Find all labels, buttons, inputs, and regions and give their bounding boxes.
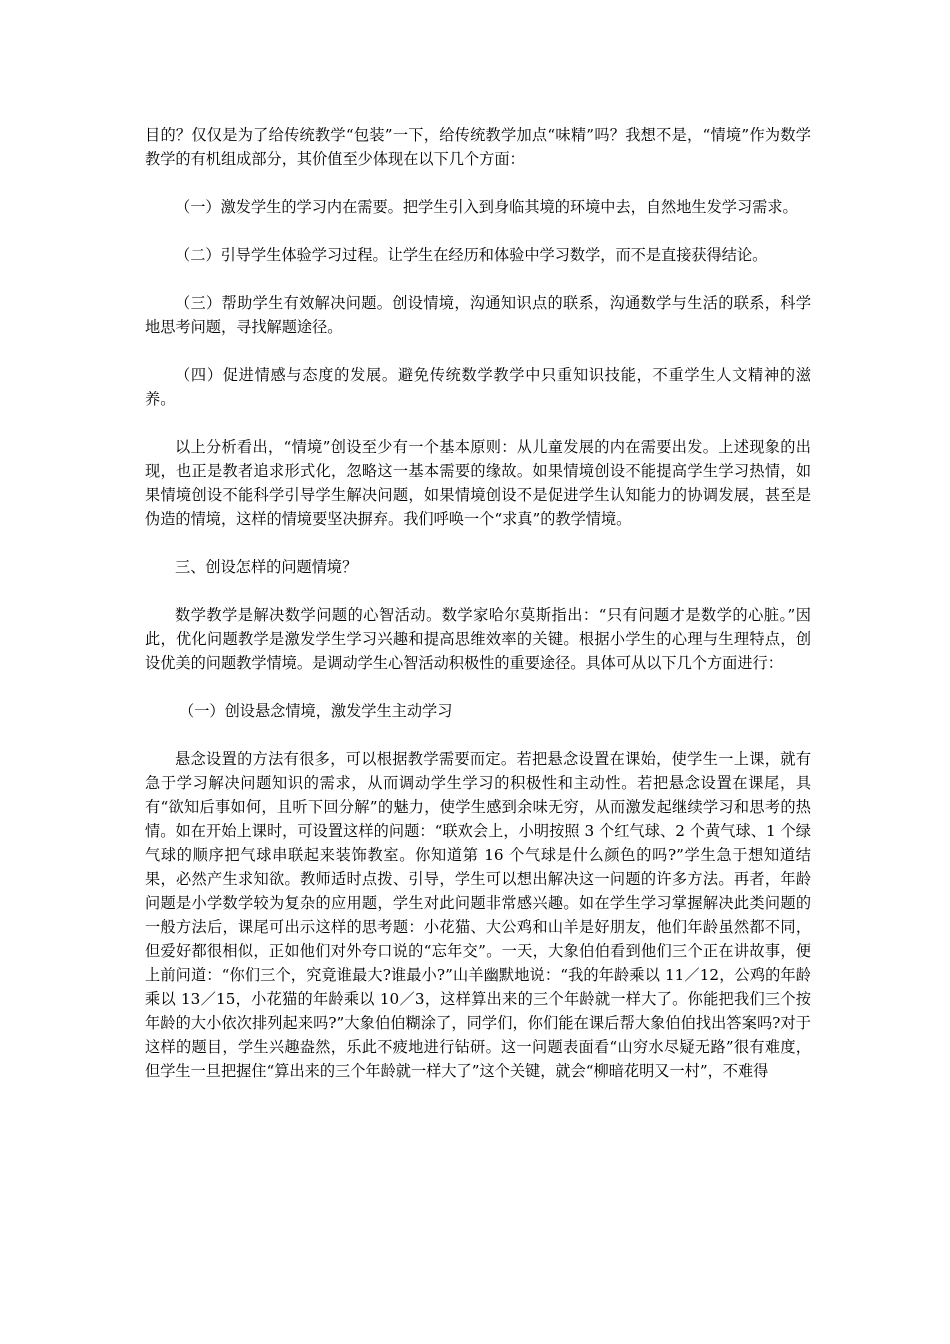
paragraph-suspense: 悬念设置的方法有很多，可以根据教学需要而定。若把悬念设置在课始，使学生一上课，就有急于学习解决问题知识的需求，从而调动学生学习的积极性和主动性。若把悬念设置在课尾，具有“欲知后事如何，且听下回分解”的魅力，使学生感到余味无穷，从而激发起继续学习和思考的热情。如在开始上课时，可设置这样的问题：“联欢会上，小明按照 3 个红气球、2 个黄气球、1 个绿气球的顺序把气球串联起来装饰教室。你知道第 16 个气球是什么颜色的吗?”学生急于想知道结果，必然产生求知欲。教师适时点拨、引导，学生可以想出解决这一问题的许多方法。再者，年龄问题是小学数学较为复杂的应用题，学生对此问题非常感兴趣。如在学生学习掌握解决此类问题的一般方法后，课尾可出示这样的思考题：小花猫、大公鸡和山羊是好朋友，他们年龄虽然都不同，但爱好都很相似，正如他们对外夸口说的“忘年交”。一天，大象伯伯看到他们三个正在讲故事，便上前问道：“你们三个，究竟谁最大?谁最小?”山羊幽默地说：“我的年龄乘以 11／12，公鸡的年龄乘以 13／15，小花猫的年龄乘以 10／3，这样算出来的三个年龄就一样大了。你能把我们三个按年龄的大小依次排列起来吗?”大象伯伯糊涂了，同学们，你们能在课后帮大象伯伯找出答案吗?对于这样的题目，学生兴趣盎然，乐此不疲地进行钻研。这一问题表面看“山穷水尽疑无路”很有难度，但学生一旦把握住“算出来的三个年龄就一样大了”这个关键，就会“柳暗花明又一村”，不难得 — [145, 750, 811, 1080]
paragraph-intro: 目的？仅仅是为了给传统教学“包装”一下，给传统教学加点“味精”吗？我想不是，“情境”作为数学教学的有机组成部分，其价值至少体现在以下几个方面： — [145, 126, 811, 168]
subsection-heading-1: （一）创设悬念情境，激发学生主动学习 — [179, 702, 453, 720]
section-heading-3: 三、创设怎样的问题情境？ — [175, 558, 358, 576]
document-body — [145, 123, 811, 1107]
paragraph-point-3: （三）帮助学生有效解决问题。创设情境，沟通知识点的联系，沟通数学与生活的联系，科学地思考问题，寻找解题途径。 — [145, 294, 811, 336]
paragraph-summary: 以上分析看出，“情境”创设至少有一个基本原则：从儿童发展的内在需要出发。上述现象的出现，也正是教者追求形式化，忽略这一基本需要的缘故。如果情境创设不能提高学生学习热情，如果情境创设不能科学引导学生解决问题，如果情境创设不是促进学生认知能力的协调发展，甚至是伪造的情境，这样的情境要坚决摒弃。我们呼唤一个“求真”的教学情境。 — [145, 438, 811, 528]
paragraph-point-1: （一）激发学生的学习内在需要。把学生引入到身临其境的环境中去，自然地生发学习需求。 — [175, 198, 798, 216]
paragraph-point-2: （二）引导学生体验学习过程。让学生在经历和体验中学习数学，而不是直接获得结论。 — [175, 246, 768, 264]
paragraph-point-4: （四）促进情感与态度的发展。避免传统数学教学中只重知识技能，不重学生人文精神的滋养。 — [145, 366, 811, 408]
paragraph-section-3-intro: 数学教学是解决数学问题的心智活动。数学家哈尔莫斯指出：“只有问题才是数学的心脏。”因此，优化问题教学是激发学生学习兴趣和提高思维效率的关键。根据小学生的心理与生理特点，创设优美的问题教学情境。是调动学生心智活动积极性的重要途径。具体可从以下几个方面进行： — [145, 606, 811, 672]
